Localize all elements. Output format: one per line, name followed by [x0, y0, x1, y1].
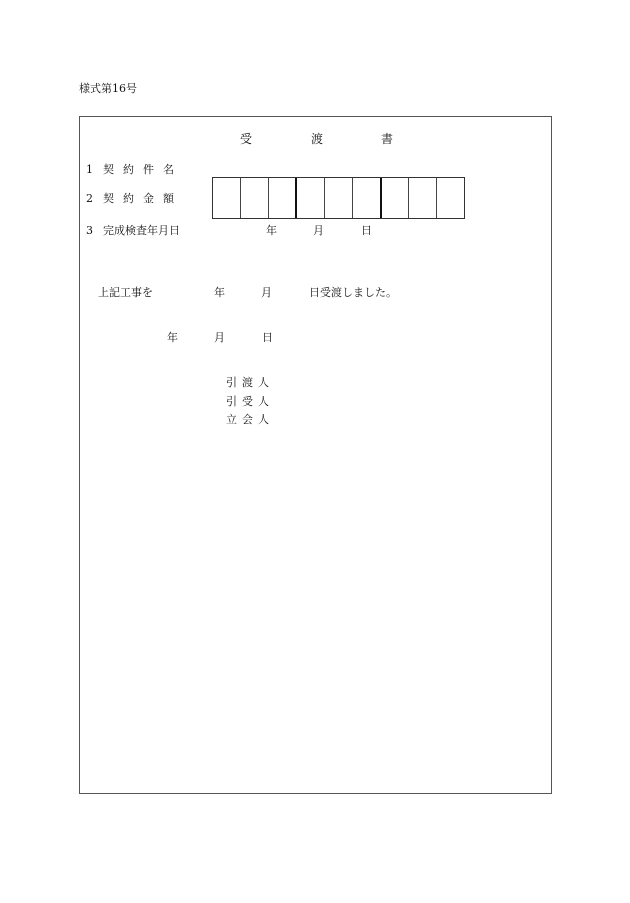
- contract-amount-label: 契約金額: [103, 192, 183, 205]
- item-number: 3: [86, 224, 93, 237]
- handover-sentence-prefix: 上記工事を: [98, 286, 153, 299]
- form-number-label: 様式第16号: [79, 82, 137, 95]
- handover-month-unit: 月: [261, 286, 272, 299]
- receiver-label: 引受人: [226, 395, 274, 408]
- handover-sentence-suffix: 日受渡しました。: [309, 286, 397, 299]
- inspection-year-unit: 年: [266, 224, 277, 237]
- document-day-unit: 日: [262, 331, 273, 344]
- amount-digit-box[interactable]: [213, 178, 240, 218]
- document-year-unit: 年: [167, 331, 178, 344]
- amount-digit-box[interactable]: [380, 178, 409, 218]
- document-month-unit: 月: [214, 331, 225, 344]
- amount-digit-box[interactable]: [408, 178, 436, 218]
- amount-digit-box[interactable]: [436, 178, 464, 218]
- amount-digit-box[interactable]: [268, 178, 296, 218]
- amount-digit-box[interactable]: [240, 178, 268, 218]
- contract-name-label: 契約件名: [103, 163, 183, 176]
- inspection-day-unit: 日: [361, 224, 372, 237]
- amount-digit-box[interactable]: [352, 178, 380, 218]
- document-title-char: 書: [381, 132, 394, 146]
- inspection-month-unit: 月: [313, 224, 324, 237]
- handover-year-unit: 年: [214, 286, 225, 299]
- amount-digit-box[interactable]: [295, 178, 324, 218]
- contract-amount-boxes: [212, 177, 465, 219]
- inspection-date-label: 完成検査年月日: [103, 224, 180, 237]
- document-title-char: 渡: [311, 132, 324, 146]
- deliverer-label: 引渡人: [226, 376, 274, 389]
- item-number: 2: [86, 192, 93, 205]
- amount-digit-box[interactable]: [324, 178, 352, 218]
- item-number: 1: [86, 163, 93, 176]
- document-title-char: 受: [240, 132, 253, 146]
- witness-label: 立会人: [226, 413, 274, 426]
